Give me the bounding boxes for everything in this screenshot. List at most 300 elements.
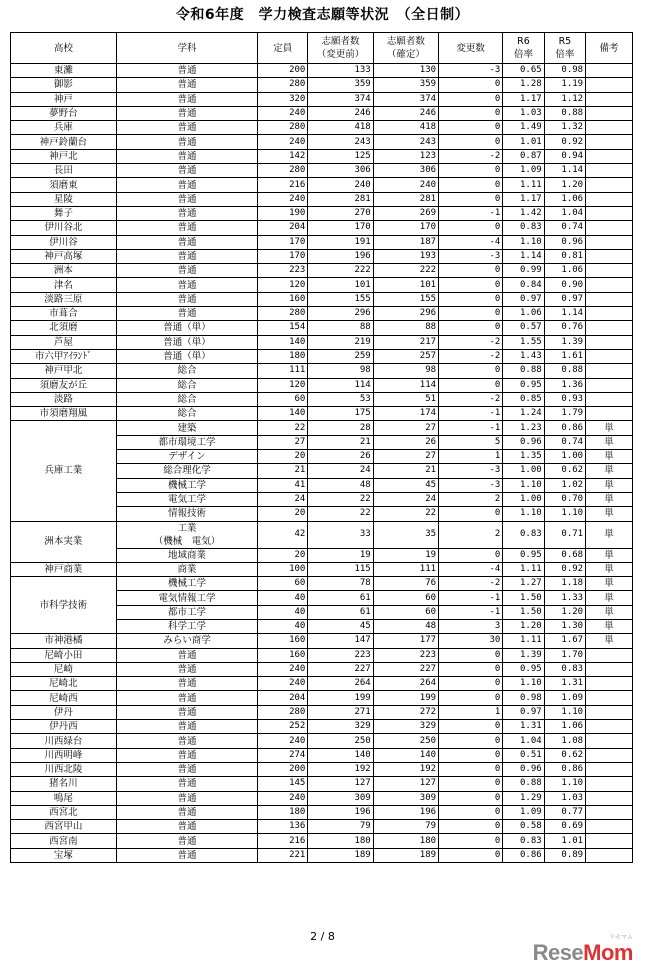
note-cell <box>586 777 633 791</box>
r6-ratio-cell: 0.97 <box>503 705 544 719</box>
change-cell: 1 <box>439 450 503 464</box>
change-cell: 0 <box>439 662 503 676</box>
table-row <box>11 278 633 292</box>
r5-ratio-cell: 0.62 <box>544 464 585 478</box>
applicants-final-cell: 250 <box>373 734 438 748</box>
change-cell: -1 <box>439 407 503 421</box>
note-cell <box>586 221 633 235</box>
school-name-cell: 須磨東 <box>11 178 117 192</box>
applicants-final-cell: 199 <box>373 691 438 705</box>
change-cell: 0 <box>439 848 503 862</box>
r5-ratio-cell: 0.88 <box>544 364 585 378</box>
note-cell <box>586 407 633 421</box>
r5-ratio-cell: 1.10 <box>544 777 585 791</box>
change-cell: -2 <box>439 335 503 349</box>
r6-ratio-cell: 1.29 <box>503 791 544 805</box>
r5-ratio-cell: 0.94 <box>544 149 585 163</box>
applicants-before-cell: 24 <box>308 464 373 478</box>
note-cell <box>586 135 633 149</box>
school-name-cell: 伊川谷北 <box>11 221 117 235</box>
change-cell: 0 <box>439 734 503 748</box>
capacity-cell: 21 <box>258 464 308 478</box>
table-header-row <box>11 33 633 64</box>
subject-cell: 機械工学 <box>116 577 258 591</box>
r5-ratio-cell: 0.90 <box>544 278 585 292</box>
school-name-cell: 芦屋 <box>11 335 117 349</box>
change-cell: 0 <box>439 92 503 106</box>
r6-ratio-cell: 0.87 <box>503 149 544 163</box>
r5-ratio-cell: 0.98 <box>544 64 585 78</box>
r5-ratio-cell: 0.69 <box>544 820 585 834</box>
r5-ratio-cell: 1.39 <box>544 335 585 349</box>
change-cell: -2 <box>439 349 503 363</box>
subject-cell: 普通 <box>116 834 258 848</box>
note-cell <box>586 64 633 78</box>
applicants-final-cell: 35 <box>373 521 438 548</box>
table-row <box>11 421 633 435</box>
capacity-cell: 240 <box>258 677 308 691</box>
r6-ratio-cell: 1.00 <box>503 492 544 506</box>
table-row <box>11 720 633 734</box>
change-cell: 0 <box>439 178 503 192</box>
school-name-cell: 兵庫 <box>11 121 117 135</box>
r6-ratio-cell: 1.17 <box>503 92 544 106</box>
note-cell <box>586 292 633 306</box>
applicants-final-cell: 140 <box>373 748 438 762</box>
r6-ratio-cell: 1.31 <box>503 720 544 734</box>
change-cell: -1 <box>439 421 503 435</box>
note-cell <box>586 321 633 335</box>
subject-cell: 普通 <box>116 648 258 662</box>
r5-ratio-cell: 1.09 <box>544 691 585 705</box>
r6-ratio-cell: 0.58 <box>503 820 544 834</box>
note-cell: 単 <box>586 507 633 521</box>
r5-ratio-cell: 1.33 <box>544 591 585 605</box>
subject-cell: 普通 <box>116 307 258 321</box>
applicants-before-cell: 22 <box>308 507 373 521</box>
change-cell: 3 <box>439 619 503 633</box>
table-row <box>11 349 633 363</box>
change-cell: 0 <box>439 677 503 691</box>
school-name-cell: 猪名川 <box>11 777 117 791</box>
applicants-before-cell: 22 <box>308 492 373 506</box>
applicants-final-cell: 309 <box>373 791 438 805</box>
note-cell: 単 <box>586 450 633 464</box>
applicants-before-cell: 175 <box>308 407 373 421</box>
table-row <box>11 149 633 163</box>
note-cell <box>586 691 633 705</box>
r6-ratio-cell: 0.96 <box>503 435 544 449</box>
subject-cell: 普通 <box>116 691 258 705</box>
applicants-final-cell: 98 <box>373 364 438 378</box>
header-applicants-final <box>373 33 438 64</box>
note-cell <box>586 78 633 92</box>
r5-ratio-cell: 1.20 <box>544 605 585 619</box>
applicants-final-cell: 189 <box>373 848 438 862</box>
capacity-cell: 120 <box>258 378 308 392</box>
applicants-final-cell: 111 <box>373 562 438 576</box>
r6-ratio-cell: 0.83 <box>503 521 544 548</box>
subject-cell: 普通 <box>116 748 258 762</box>
r6-ratio-cell: 0.88 <box>503 777 544 791</box>
change-cell: 0 <box>439 364 503 378</box>
table-row <box>11 335 633 349</box>
subject-cell: 電気情報工学 <box>116 591 258 605</box>
school-name-cell: 淡路 <box>11 392 117 406</box>
r6-ratio-cell: 0.83 <box>503 834 544 848</box>
r6-ratio-cell: 0.88 <box>503 364 544 378</box>
r6-ratio-cell: 1.00 <box>503 464 544 478</box>
change-cell: 0 <box>439 791 503 805</box>
applicants-final-cell: 177 <box>373 634 438 648</box>
applicants-before-cell: 189 <box>308 848 373 862</box>
applicants-before-cell: 21 <box>308 435 373 449</box>
table-row <box>11 135 633 149</box>
applicants-final-cell: 101 <box>373 278 438 292</box>
table-row <box>11 164 633 178</box>
subject-cell: 普通 <box>116 64 258 78</box>
capacity-cell: 223 <box>258 264 308 278</box>
applicants-final-cell: 187 <box>373 235 438 249</box>
capacity-cell: 24 <box>258 492 308 506</box>
r5-ratio-cell: 0.92 <box>544 135 585 149</box>
change-cell: -4 <box>439 235 503 249</box>
capacity-cell: 200 <box>258 64 308 78</box>
subject-cell: 普通 <box>116 720 258 734</box>
note-cell <box>586 848 633 862</box>
r6-ratio-cell: 0.83 <box>503 221 544 235</box>
subject-cell: 普通 <box>116 278 258 292</box>
r6-ratio-cell: 0.65 <box>503 64 544 78</box>
applicants-final-cell: 222 <box>373 264 438 278</box>
table-row <box>11 848 633 862</box>
subject-cell: 普通 <box>116 164 258 178</box>
capacity-cell: 154 <box>258 321 308 335</box>
school-name-cell: 伊丹 <box>11 705 117 719</box>
r5-ratio-cell: 1.10 <box>544 507 585 521</box>
subject-cell: 都市工学 <box>116 605 258 619</box>
capacity-cell: 240 <box>258 106 308 120</box>
applicants-final-cell: 88 <box>373 321 438 335</box>
capacity-cell: 252 <box>258 720 308 734</box>
applicants-final-cell: 264 <box>373 677 438 691</box>
table-row <box>11 221 633 235</box>
note-cell: 単 <box>586 634 633 648</box>
change-cell: 0 <box>439 378 503 392</box>
change-cell: 0 <box>439 321 503 335</box>
school-name-cell: 神戸甲北 <box>11 364 117 378</box>
r6-ratio-cell: 1.03 <box>503 106 544 120</box>
header-r6-ratio <box>503 33 544 64</box>
subject-cell: 総合 <box>116 364 258 378</box>
note-cell <box>586 206 633 220</box>
note-cell <box>586 364 633 378</box>
header-label: 志願者数 <box>386 36 425 47</box>
header-label: （確定） <box>386 49 425 60</box>
note-cell: 単 <box>586 521 633 548</box>
school-name-cell: 尼崎西 <box>11 691 117 705</box>
r5-ratio-cell: 1.01 <box>544 834 585 848</box>
r5-ratio-cell: 0.92 <box>544 562 585 576</box>
r6-ratio-cell: 0.95 <box>503 548 544 562</box>
school-name-cell: 尼崎北 <box>11 677 117 691</box>
r6-ratio-cell: 1.50 <box>503 605 544 619</box>
applicants-before-cell: 155 <box>308 292 373 306</box>
school-name-cell: 西宮甲山 <box>11 820 117 834</box>
capacity-cell: 22 <box>258 421 308 435</box>
applicants-final-cell: 79 <box>373 820 438 834</box>
applicants-before-cell: 98 <box>308 364 373 378</box>
r6-ratio-cell: 1.11 <box>503 178 544 192</box>
subject-cell: 普通 <box>116 221 258 235</box>
subject-cell: 普通 <box>116 734 258 748</box>
r5-ratio-cell: 0.86 <box>544 762 585 776</box>
r5-ratio-cell: 1.00 <box>544 450 585 464</box>
r5-ratio-cell: 0.96 <box>544 235 585 249</box>
r6-ratio-cell: 0.86 <box>503 848 544 862</box>
r6-ratio-cell: 0.95 <box>503 662 544 676</box>
applicants-final-cell: 27 <box>373 421 438 435</box>
subject-cell: 普通 <box>116 264 258 278</box>
applicants-before-cell: 374 <box>308 92 373 106</box>
note-cell <box>586 677 633 691</box>
change-cell: 0 <box>439 648 503 662</box>
school-name-cell: 市六甲ｱｲﾗﾝﾄﾞ <box>11 349 117 363</box>
change-cell: 1 <box>439 705 503 719</box>
change-cell: 0 <box>439 221 503 235</box>
change-cell: 5 <box>439 435 503 449</box>
r6-ratio-cell: 1.10 <box>503 677 544 691</box>
applicants-final-cell: 27 <box>373 450 438 464</box>
applicants-before-cell: 246 <box>308 106 373 120</box>
note-cell <box>586 662 633 676</box>
r6-ratio-cell: 1.24 <box>503 407 544 421</box>
table-row <box>11 264 633 278</box>
applicants-before-cell: 170 <box>308 221 373 235</box>
applicants-final-cell: 76 <box>373 577 438 591</box>
capacity-cell: 240 <box>258 734 308 748</box>
note-cell <box>586 734 633 748</box>
r5-ratio-cell: 0.88 <box>544 106 585 120</box>
applicants-before-cell: 259 <box>308 349 373 363</box>
change-cell: 0 <box>439 192 503 206</box>
change-cell: 0 <box>439 777 503 791</box>
applicants-before-cell: 48 <box>308 478 373 492</box>
applicants-final-cell: 257 <box>373 349 438 363</box>
capacity-cell: 136 <box>258 820 308 834</box>
applicants-before-cell: 264 <box>308 677 373 691</box>
table-row <box>11 634 633 648</box>
applicants-final-cell: 127 <box>373 777 438 791</box>
note-cell <box>586 705 633 719</box>
table-row <box>11 777 633 791</box>
logo-text-accent: Mom <box>583 940 633 965</box>
note-cell: 単 <box>586 605 633 619</box>
school-name-cell: 神戸北 <box>11 149 117 163</box>
r6-ratio-cell: 0.85 <box>503 392 544 406</box>
r5-ratio-cell: 0.74 <box>544 435 585 449</box>
school-name-cell: 夢野台 <box>11 106 117 120</box>
change-cell: 2 <box>439 492 503 506</box>
r6-ratio-cell: 1.55 <box>503 335 544 349</box>
r6-ratio-cell: 0.98 <box>503 691 544 705</box>
change-cell: 0 <box>439 834 503 848</box>
table-row <box>11 577 633 591</box>
r6-ratio-cell: 1.14 <box>503 249 544 263</box>
applicants-before-cell: 309 <box>308 791 373 805</box>
note-cell: 単 <box>586 548 633 562</box>
change-cell: 0 <box>439 106 503 120</box>
applicants-before-cell: 125 <box>308 149 373 163</box>
r6-ratio-cell: 1.17 <box>503 192 544 206</box>
applicants-before-cell: 114 <box>308 378 373 392</box>
applicants-before-cell: 199 <box>308 691 373 705</box>
school-name-cell: 鳴尾 <box>11 791 117 805</box>
applicants-final-cell: 374 <box>373 92 438 106</box>
note-cell <box>586 192 633 206</box>
school-name-cell: 市葺合 <box>11 307 117 321</box>
applicants-final-cell: 269 <box>373 206 438 220</box>
note-cell: 単 <box>586 421 633 435</box>
applicants-final-cell: 359 <box>373 78 438 92</box>
subject-cell: 普通 <box>116 705 258 719</box>
school-name-cell: 神戸高塚 <box>11 249 117 263</box>
capacity-cell: 60 <box>258 392 308 406</box>
applicants-final-cell: 240 <box>373 178 438 192</box>
applicants-final-cell: 174 <box>373 407 438 421</box>
r6-ratio-cell: 1.11 <box>503 562 544 576</box>
r5-ratio-cell: 1.67 <box>544 634 585 648</box>
table-row <box>11 378 633 392</box>
capacity-cell: 142 <box>258 149 308 163</box>
capacity-cell: 280 <box>258 164 308 178</box>
note-cell <box>586 307 633 321</box>
capacity-cell: 41 <box>258 478 308 492</box>
capacity-cell: 27 <box>258 435 308 449</box>
r5-ratio-cell: 1.61 <box>544 349 585 363</box>
applicants-final-cell: 60 <box>373 591 438 605</box>
applicants-final-cell: 170 <box>373 221 438 235</box>
applicants-final-cell: 155 <box>373 292 438 306</box>
school-name-cell: 市科学技術 <box>11 577 117 634</box>
table-row <box>11 364 633 378</box>
applicants-before-cell: 88 <box>308 321 373 335</box>
applicants-final-cell: 24 <box>373 492 438 506</box>
header-label: （変更前） <box>316 49 365 60</box>
subject-cell: 普通 <box>116 92 258 106</box>
header-school: 高校 <box>11 33 117 64</box>
school-name-cell: 星陵 <box>11 192 117 206</box>
change-cell: -3 <box>439 464 503 478</box>
applicants-before-cell: 240 <box>308 178 373 192</box>
subject-cell: みらい商学 <box>116 634 258 648</box>
subject-cell: 普通 <box>116 662 258 676</box>
subject-cell: 普通 <box>116 78 258 92</box>
r5-ratio-cell: 1.70 <box>544 648 585 662</box>
table-row <box>11 106 633 120</box>
school-name-cell: 尼崎 <box>11 662 117 676</box>
capacity-cell: 170 <box>258 249 308 263</box>
note-cell <box>586 805 633 819</box>
subject-cell: デザイン <box>116 450 258 464</box>
applicants-before-cell: 101 <box>308 278 373 292</box>
r6-ratio-cell: 1.20 <box>503 619 544 633</box>
change-cell: 0 <box>439 805 503 819</box>
capacity-cell: 111 <box>258 364 308 378</box>
applicants-final-cell: 227 <box>373 662 438 676</box>
header-label: 志願者数 <box>321 36 360 47</box>
table-row <box>11 705 633 719</box>
capacity-cell: 240 <box>258 791 308 805</box>
school-name-cell: 須磨友が丘 <box>11 378 117 392</box>
subject-cell: 総合 <box>116 378 258 392</box>
applicants-before-cell: 78 <box>308 577 373 591</box>
r5-ratio-cell: 0.89 <box>544 848 585 862</box>
subject-cell: 都市環境工学 <box>116 435 258 449</box>
capacity-cell: 160 <box>258 292 308 306</box>
applicants-before-cell: 196 <box>308 249 373 263</box>
applicants-final-cell: 60 <box>373 605 438 619</box>
change-cell: -3 <box>439 64 503 78</box>
applicants-before-cell: 281 <box>308 192 373 206</box>
note-cell <box>586 92 633 106</box>
applicants-before-cell: 222 <box>308 264 373 278</box>
applicants-final-cell: 243 <box>373 135 438 149</box>
subject-cell: 電気工学 <box>116 492 258 506</box>
resemom-logo <box>532 935 633 966</box>
applicants-final-cell: 21 <box>373 464 438 478</box>
table-row <box>11 178 633 192</box>
subject-cell: 総合 <box>116 392 258 406</box>
capacity-cell: 40 <box>258 619 308 633</box>
applicants-before-cell: 359 <box>308 78 373 92</box>
applicants-before-cell: 61 <box>308 591 373 605</box>
table-row <box>11 192 633 206</box>
school-name-cell: 西宮北 <box>11 805 117 819</box>
r6-ratio-cell: 0.57 <box>503 321 544 335</box>
r6-ratio-cell: 0.96 <box>503 762 544 776</box>
change-cell: 0 <box>439 78 503 92</box>
applicants-before-cell: 270 <box>308 206 373 220</box>
school-name-cell: 市須磨翔風 <box>11 407 117 421</box>
subject-cell: 普通 <box>116 292 258 306</box>
subject-cell: 地域商業 <box>116 548 258 562</box>
change-cell: -3 <box>439 478 503 492</box>
r5-ratio-cell: 0.77 <box>544 805 585 819</box>
applicants-final-cell: 48 <box>373 619 438 633</box>
applicants-before-cell: 19 <box>308 548 373 562</box>
applicants-final-cell: 306 <box>373 164 438 178</box>
applicants-before-cell: 192 <box>308 762 373 776</box>
r5-ratio-cell: 1.08 <box>544 734 585 748</box>
r5-ratio-cell: 1.03 <box>544 791 585 805</box>
r5-ratio-cell: 1.19 <box>544 78 585 92</box>
applicants-before-cell: 133 <box>308 64 373 78</box>
capacity-cell: 240 <box>258 192 308 206</box>
applicants-before-cell: 306 <box>308 164 373 178</box>
applicants-before-cell: 26 <box>308 450 373 464</box>
r5-ratio-cell: 0.86 <box>544 421 585 435</box>
subject-cell: 普通 <box>116 791 258 805</box>
r6-ratio-cell: 1.11 <box>503 634 544 648</box>
r6-ratio-cell: 1.42 <box>503 206 544 220</box>
r5-ratio-cell: 1.02 <box>544 478 585 492</box>
page-title: 令和6年度 学力検査志願等状況 （全日制） <box>175 7 470 23</box>
r6-ratio-cell: 0.51 <box>503 748 544 762</box>
applicants-before-cell: 418 <box>308 121 373 135</box>
change-cell: -2 <box>439 577 503 591</box>
capacity-cell: 160 <box>258 634 308 648</box>
